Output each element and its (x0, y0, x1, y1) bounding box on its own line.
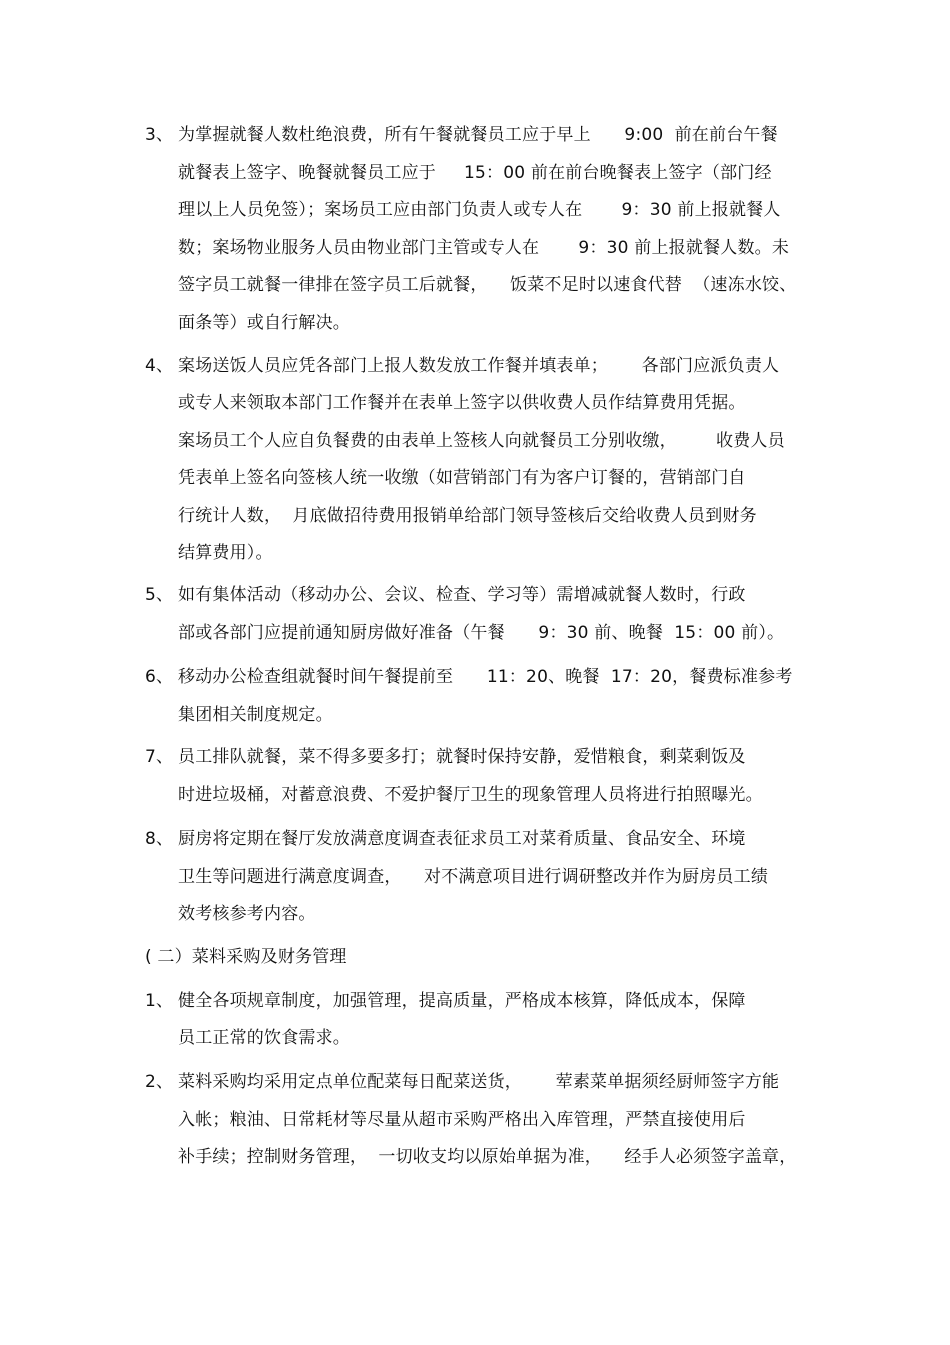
item-6-line-1: 移动办公检查组就餐时间午餐提前至 11：20、晚餐 17：20，餐费标准参考 (178, 667, 793, 687)
section-heading: ( 二）菜料采购及财务管理 (145, 947, 347, 967)
item-5-number: 5、 (145, 585, 174, 605)
item-7-number: 7、 (145, 747, 174, 767)
item-7-line-2: 时进垃圾桶，对蓄意浪费、不爱护餐厅卫生的现象管理人员将进行拍照曝光。 (178, 785, 763, 805)
item-8-number: 8、 (145, 829, 174, 849)
item-5-line-1: 如有集体活动（移动办公、会议、检查、学习等）需增减就餐人数时，行政 (178, 585, 746, 605)
item-4-line-1: 案场送饭人员应凭各部门上报人数发放工作餐并填表单； 各部门应派负责人 (178, 356, 780, 376)
section-item-2-line-2: 入帐；粮油、日常耗材等尽量从超市采购严格出入库管理，严禁直接使用后 (178, 1110, 746, 1130)
item-4-number: 4、 (145, 356, 174, 376)
item-4-line-2: 或专人来领取本部门工作餐并在表单上签字以供收费人员作结算费用凭据。 (178, 393, 746, 413)
section-item-2-line-3: 补手续；控制财务管理， 一切收支均以原始单据为准， 经手人必须签字盖章， (178, 1147, 797, 1167)
item-3-line-1: 为掌握就餐人数杜绝浪费，所有午餐就餐员工应于早上 9:00 前在前台午餐 (178, 125, 778, 145)
item-7-line-1: 员工排队就餐，菜不得多要多打；就餐时保持安静，爱惜粮食，剩菜剩饭及 (178, 747, 746, 767)
item-6-number: 6、 (145, 667, 174, 687)
section-item-1-line-1: 健全各项规章制度，加强管理，提高质量，严格成本核算，降低成本，保障 (178, 991, 746, 1011)
item-4-line-6: 结算费用）。 (178, 543, 273, 563)
section-item-2-line-1: 菜料采购均采用定点单位配菜每日配菜送货， 荤素菜单据须经厨师签字方能 (178, 1072, 780, 1092)
item-3-line-2: 就餐表上签字、晚餐就餐员工应于 15：00 前在前台晚餐表上签字（部门经 (178, 163, 772, 183)
item-8-line-3: 效考核参考内容。 (178, 904, 316, 924)
section-item-1-number: 1、 (145, 991, 174, 1011)
item-4-line-3: 案场员工个人应自负餐费的由表单上签核人向就餐员工分别收缴， 收费人员 (178, 431, 785, 451)
item-4-line-5: 行统计人数， 月底做招待费用报销单给部门领导签核后交给收费人员到财务 (178, 506, 757, 526)
item-3-line-6: 面条等）或自行解决。 (178, 313, 350, 333)
section-item-2-number: 2、 (145, 1072, 174, 1092)
item-4-line-4: 凭表单上签名向签核人统一收缴（如营销部门有为客户订餐的，营销部门自 (178, 468, 746, 488)
section-item-1-line-2: 员工正常的饮食需求。 (178, 1028, 350, 1048)
item-3-line-5: 签字员工就餐一律排在签字员工后就餐， 饭菜不足时以速食代替 （速冻水饺、 (178, 275, 797, 295)
item-6-line-2: 集团相关制度规定。 (178, 705, 333, 725)
item-8-line-2: 卫生等问题进行满意度调查， 对不满意项目进行调研整改并作为厨房员工绩 (178, 867, 769, 887)
item-3-line-4: 数；案场物业服务人员由物业部门主管或专人在 9：30 前上报就餐人数。未 (178, 238, 790, 258)
item-5-line-2: 部或各部门应提前通知厨房做好准备（午餐 9：30 前、晚餐 15：00 前）。 (178, 623, 785, 643)
item-3-number: 3、 (145, 125, 174, 145)
item-8-line-1: 厨房将定期在餐厅发放满意度调查表征求员工对菜肴质量、食品安全、环境 (178, 829, 746, 849)
item-3-line-3: 理以上人员免签）；案场员工应由部门负责人或专人在 9：30 前上报就餐人 (178, 200, 781, 220)
